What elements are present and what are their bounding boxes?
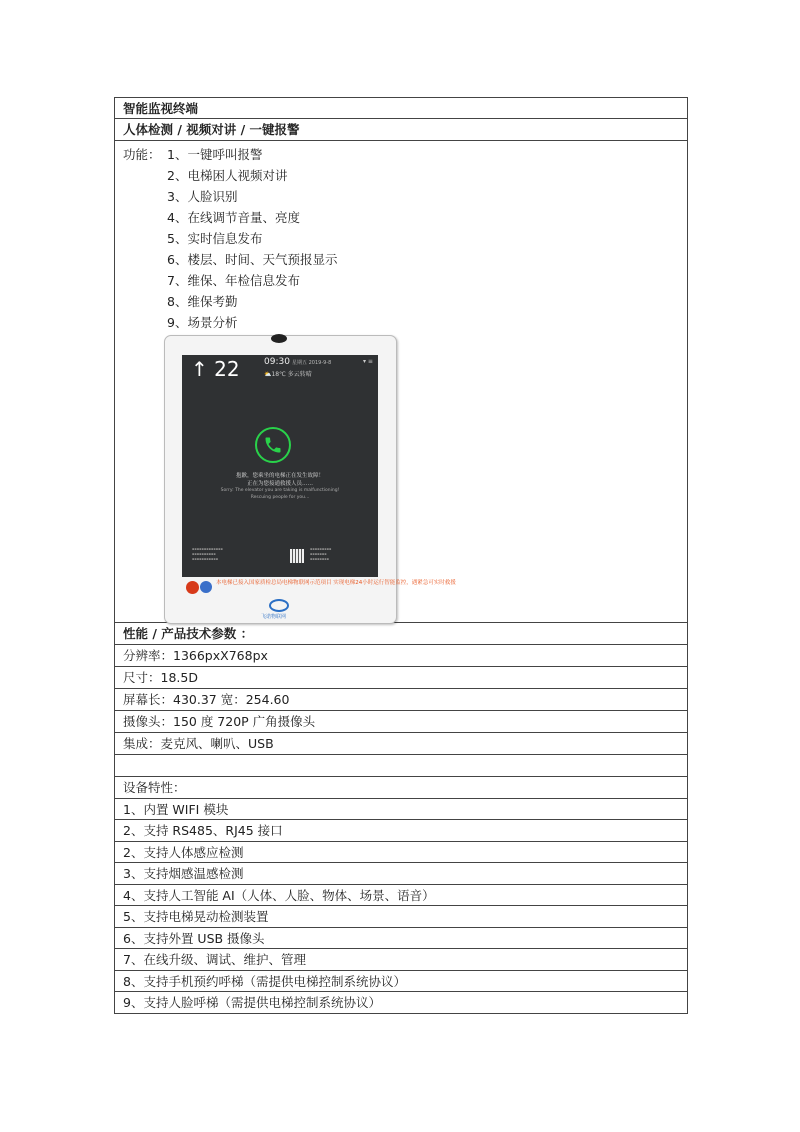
alert-cn-2: 正在为您接通救援人员…… — [246, 480, 313, 487]
phone-call-icon — [255, 427, 291, 463]
property-row: 9、支持人脸呼梯（需提供电梯控制系统协议） — [115, 992, 687, 1014]
function-item: 8、维保考勤 — [167, 293, 238, 309]
footer-info-left: ▪▪▪▪▪▪▪▪▪▪▪▪▪ ▪▪▪▪▪▪▪▪▪▪ ▪▪▪▪▪▪▪▪▪▪▪ — [192, 546, 223, 561]
notice-banner — [182, 578, 456, 596]
footer-info-right: ▪▪▪▪▪▪▪▪▪ ▪▪▪▪▪▪▪ ▪▪▪▪▪▪▪▪ — [310, 546, 332, 561]
screen-weather: ⛅18℃ 多云转晴 — [264, 370, 312, 378]
function-item: 2、电梯困人视频对讲 — [167, 167, 288, 183]
quality-seal-icon — [186, 581, 199, 594]
doc-subtitle: 人体检测 / 视频对讲 / 一键报警 — [115, 119, 687, 141]
doc-title: 智能监视终端 — [115, 97, 687, 119]
alert-en-2: Rescuing people for you... — [250, 494, 310, 500]
brand-logo-icon — [269, 599, 289, 612]
property-row: 5、支持电梯晃动检测装置 — [115, 906, 687, 928]
property-row: 7、在线升级、调试、维护、管理 — [115, 949, 687, 971]
functions-cell — [115, 141, 687, 623]
property-row: 6、支持外置 USB 摄像头 — [115, 928, 687, 950]
specs-header: 性能 / 产品技术参数 ： — [115, 623, 687, 645]
camera-lens — [271, 334, 287, 343]
property-row: 4、支持人工智能 AI（人体、人脸、物体、场景、语音） — [115, 885, 687, 907]
qr-code — [290, 549, 304, 563]
device-screen — [182, 355, 378, 577]
function-item: 7、维保、年检信息发布 — [167, 272, 300, 288]
functions-label: 功能： — [123, 146, 161, 162]
function-item: 功能： 1、一键呼叫报警 — [123, 144, 679, 165]
badge-icon — [200, 581, 212, 593]
function-item: 3、人脸识别 — [167, 188, 238, 204]
wifi-icon: ▾ ≡ — [363, 357, 373, 365]
screen-time: 09:30 — [264, 356, 290, 367]
blank-row — [115, 755, 687, 777]
spec-row: 屏幕长：430.37 宽：254.60 — [115, 689, 687, 711]
property-row: 2、支持人体感应检测 — [115, 842, 687, 864]
property-row: 2、支持 RS485、RJ45 接口 — [115, 820, 687, 842]
function-item: 5、实时信息发布 — [167, 230, 263, 246]
spec-row: 集成：麦克风、喇叭、USB — [115, 733, 687, 755]
brand-name: 飞诺物联网 — [261, 613, 287, 620]
alert-en-1: Sorry: The elevator you are taking is malfunctioning! — [220, 487, 340, 493]
alert-cn-1: 抱歉，您乘坐的电梯正在发生故障！ — [235, 472, 324, 479]
screen-date: 星期五 2019-9-8 — [292, 359, 332, 366]
spec-row: 分辨率：1366pxX768px — [115, 645, 687, 667]
spec-row: 尺寸：18.5D — [115, 667, 687, 689]
property-row: 1、内置 WIFI 模块 — [115, 799, 687, 821]
banner-text: 本电梯已接入国家质检总局电梯物联网示范项目 实现电梯24小时运行智能监控，遇紧急可实时救援 — [216, 579, 456, 586]
function-item: 4、在线调节音量、亮度 — [167, 209, 300, 225]
properties-header: 设备特性： — [115, 777, 687, 799]
floor-indicator: ↑ 22 — [191, 356, 240, 381]
function-item: 9、场景分析 — [167, 314, 238, 330]
spec-row: 摄像头：150 度 720P 广角摄像头 — [115, 711, 687, 733]
device-photo — [164, 335, 456, 624]
property-row: 3、支持烟感温感检测 — [115, 863, 687, 885]
property-row: 8、支持手机预约呼梯（需提供电梯控制系统协议） — [115, 971, 687, 993]
function-item: 6、楼层、时间、天气预报显示 — [167, 251, 338, 267]
spec-table — [114, 97, 688, 1014]
